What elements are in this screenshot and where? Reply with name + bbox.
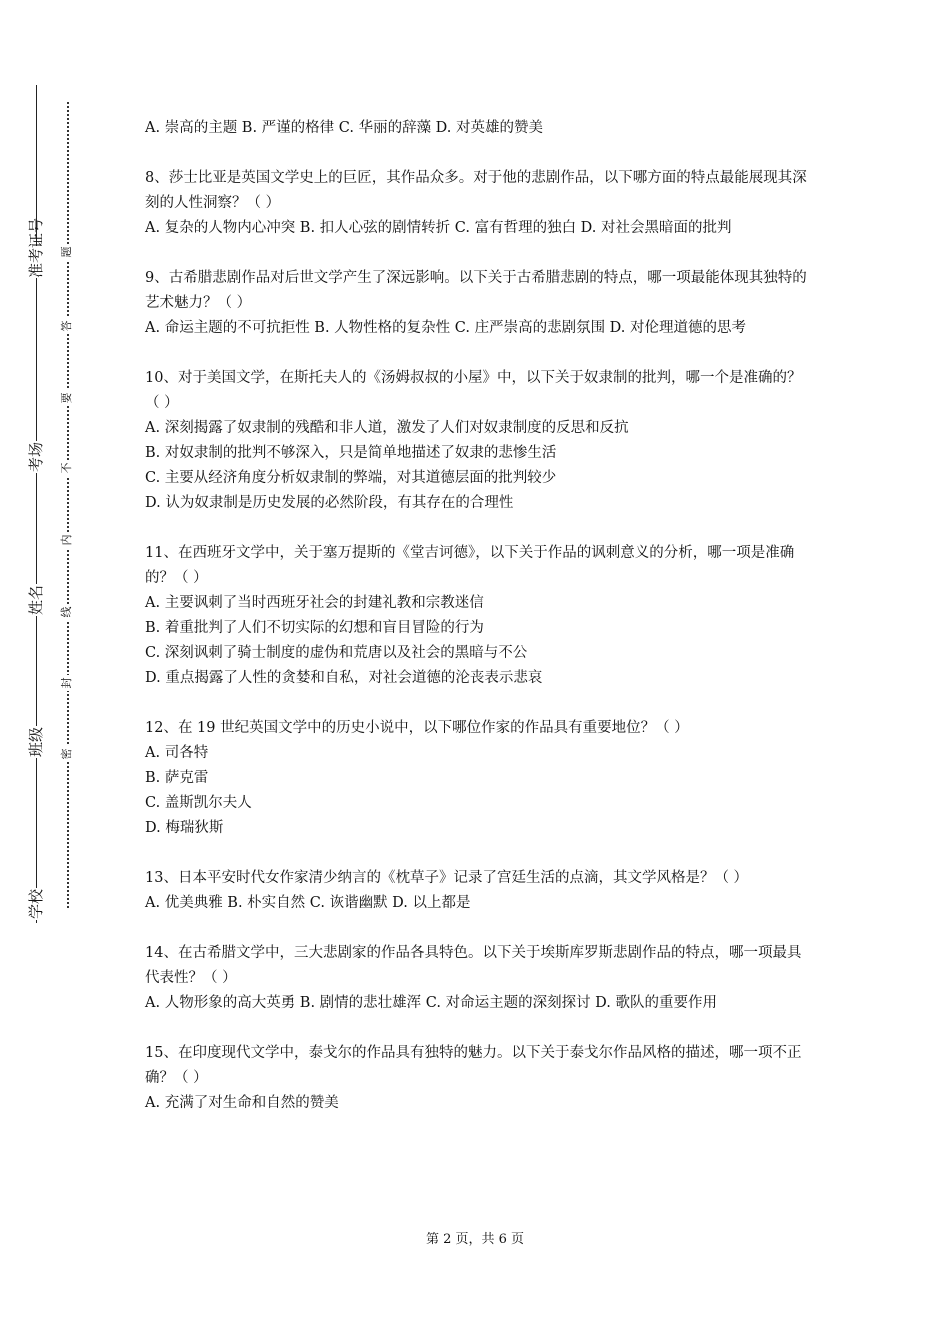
question-item — [145, 716, 810, 841]
option-a: A. 司各特 — [145, 745, 209, 761]
option-d: D. 认为奴隶制是历史发展的必然阶段，有其存在的合理性 — [145, 495, 514, 511]
question-text: 8、莎士比亚是英国文学史上的巨匠，其作品众多。对于他的悲剧作品，以下哪方面的特点最能展现其深刻的人性洞察？（ ） — [145, 170, 807, 211]
field-school: 学校 — [20, 888, 52, 920]
page-footer: 第 2 页，共 6 页 — [425, 1232, 525, 1247]
question-text: 13、日本平安时代女作家清少纳言的《枕草子》记录了宫廷生活的点滴，其文学风格是？（ ） — [145, 870, 749, 886]
field-exam-number: 准考证号 — [20, 246, 52, 278]
option-b: B. 对奴隶制的批判不够深入，只是简单地描述了奴隶的悲惨生活 — [145, 445, 557, 461]
question-options: A. 人物形象的高大英勇 B. 剧情的悲壮雄浑 C. 对命运主题的深刻探讨 D. 歌队的重要作用 — [145, 995, 718, 1011]
question-item — [145, 366, 810, 516]
option-c: C. 主要从经济角度分析奴隶制的弊端，对其道德层面的批判较少 — [145, 470, 557, 486]
option-a: A. 充满了对生命和自然的赞美 — [145, 1095, 339, 1111]
question-item — [145, 116, 810, 141]
seal-dotted-line — [67, 102, 69, 908]
question-list — [145, 116, 810, 1141]
question-text: 12、在 19 世纪英国文学中的历史小说中，以下哪位作家的作品具有重要地位？（ ） — [145, 720, 689, 736]
question-options: A. 崇高的主题 B. 严谨的格律 C. 华丽的辞藻 D. 对英雄的赞美 — [145, 120, 544, 136]
field-class: 班级 — [20, 726, 52, 758]
seal-char: 线 — [59, 604, 75, 620]
question-text: 9、古希腊悲剧作品对后世文学产生了深远影响。以下关于古希腊悲剧的特点，哪一项最能体现其独特的艺术魅力？（ ） — [145, 270, 807, 311]
seal-char: 不 — [59, 460, 75, 476]
question-text: 11、在西班牙文学中，关于塞万提斯的《堂吉诃德》，以下关于作品的讽刺意义的分析，哪一项是准确的？（ ） — [145, 545, 795, 586]
option-d: D. 重点揭露了人性的贪婪和自私，对社会道德的沦丧表示悲哀 — [145, 670, 543, 686]
seal-char: 封 — [59, 675, 75, 691]
seal-char: 答 — [59, 318, 75, 334]
binding-margin — [0, 0, 100, 1344]
option-b: B. 着重批判了人们不切实际的幻想和盲目冒险的行为 — [145, 620, 484, 636]
question-options: A. 命运主题的不可抗拒性 B. 人物性格的复杂性 C. 庄严崇高的悲剧氛围 D. 对伦理道德的思考 — [145, 320, 747, 336]
option-d: D. 梅瑞狄斯 — [145, 820, 224, 836]
seal-char: 要 — [59, 390, 75, 406]
question-options: A. 优美典雅 B. 朴实自然 C. 诙谐幽默 D. 以上都是 — [145, 895, 471, 911]
option-a: A. 主要讽刺了当时西班牙社会的封建礼教和宗教迷信 — [145, 595, 484, 611]
question-item — [145, 541, 810, 691]
option-c: C. 盖斯凯尔夫人 — [145, 795, 252, 811]
question-text: 15、在印度现代文学中，泰戈尔的作品具有独特的魅力。以下关于泰戈尔作品风格的描述，哪一项不正确？（ ） — [145, 1045, 802, 1086]
question-item — [145, 1041, 810, 1116]
field-exam-room: 考场 — [20, 441, 52, 473]
seal-char: 内 — [59, 532, 75, 548]
question-item — [145, 941, 810, 1016]
question-item — [145, 166, 810, 241]
binding-solid-line — [36, 85, 37, 923]
option-c: C. 深刻讽刺了骑士制度的虚伪和荒唐以及社会的黑暗与不公 — [145, 645, 528, 661]
question-text: 14、在古希腊文学中，三大悲剧家的作品各具特色。以下关于埃斯库罗斯悲剧作品的特点，哪一项最具代表性？（ ） — [145, 945, 802, 986]
question-item — [145, 266, 810, 341]
question-text: 10、对于美国文学，在斯托夫人的《汤姆叔叔的小屋》中，以下关于奴隶制的批判，哪一个是准确的？（ ） — [145, 370, 802, 411]
question-options: A. 复杂的人物内心冲突 B. 扣人心弦的剧情转折 C. 富有哲理的独白 D. 对社会黑暗面的批判 — [145, 220, 732, 236]
option-b: B. 萨克雷 — [145, 770, 209, 786]
option-a: A. 深刻揭露了奴隶制的残酷和非人道，激发了人们对奴隶制度的反思和反抗 — [145, 420, 629, 436]
question-item — [145, 866, 810, 916]
seal-char: 题 — [59, 244, 75, 260]
field-name: 姓名 — [20, 584, 52, 616]
seal-char: 密 — [59, 746, 75, 762]
